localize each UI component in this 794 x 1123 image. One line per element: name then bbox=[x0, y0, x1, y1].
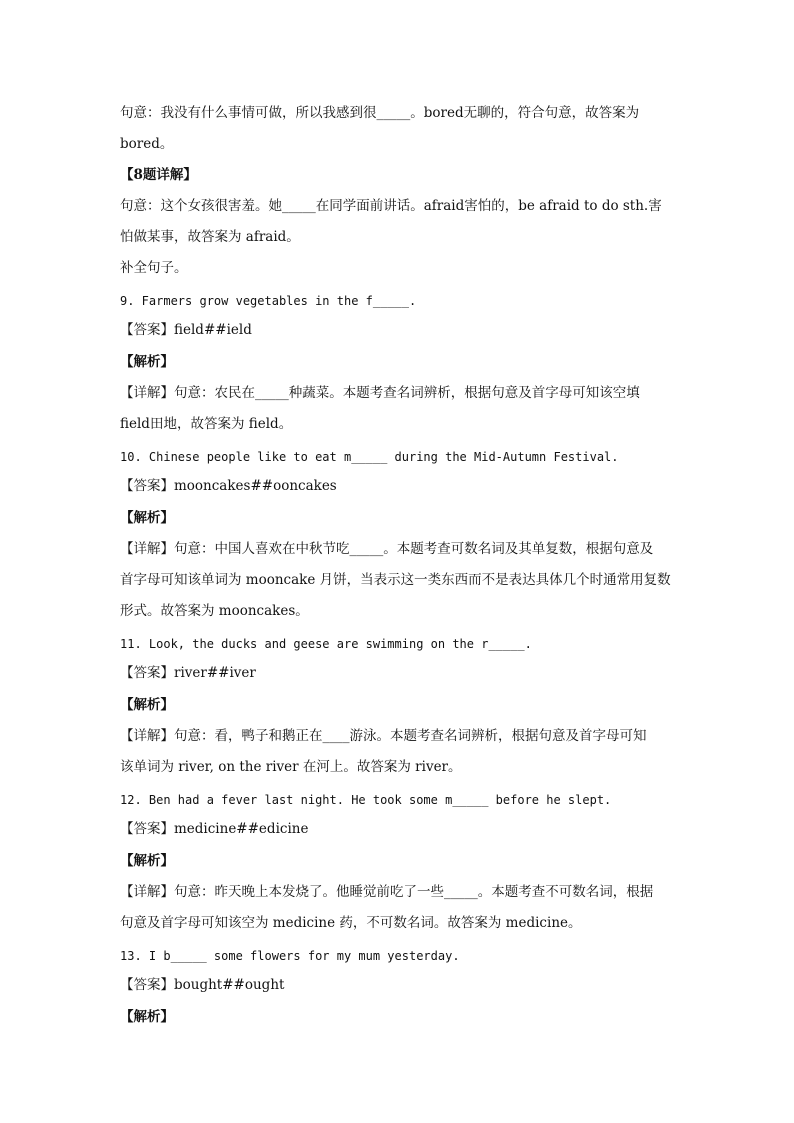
answer-13: 【答案】bought##ought bbox=[120, 977, 285, 993]
question-10: 10. Chinese people like to eat m_____ during the Mid-Autumn Festival. bbox=[120, 450, 619, 464]
question-11: 11. Look, the ducks and geese are swimming on the r_____. bbox=[120, 637, 532, 651]
analysis-heading-13: 【解析】 bbox=[120, 1009, 174, 1025]
text-line: 怕做某事，故答案为 afraid。 bbox=[120, 229, 300, 245]
analysis-heading-11: 【解析】 bbox=[120, 697, 174, 713]
answer-12: 【答案】medicine##edicine bbox=[120, 821, 309, 837]
explanation-10-line-3: 形式。故答案为 mooncakes。 bbox=[120, 603, 309, 619]
explanation-12-line-1: 【详解】句意：昨天晚上本发烧了。他睡觉前吃了一些_____。本题考查不可数名词，根据 bbox=[120, 884, 654, 900]
explanation-12-line-2: 句意及首字母可知该空为 medicine 药，不可数名词。故答案为 medicine。 bbox=[120, 915, 582, 931]
answer-9: 【答案】field##ield bbox=[120, 322, 252, 338]
section-heading: 【8题详解】 bbox=[120, 167, 197, 183]
explanation-11-line-1: 【详解】句意：看，鸭子和鹅正在____游泳。本题考查名词辨析，根据句意及首字母可知 bbox=[120, 728, 647, 744]
text-line: 句意：我没有什么事情可做，所以我感到很_____。bored无聊的，符合句意，故答案为 bbox=[120, 105, 640, 121]
explanation-9-line-2: field田地，故答案为 field。 bbox=[120, 416, 293, 432]
text-line: 补全句子。 bbox=[120, 260, 188, 276]
explanation-11-line-2: 该单词为 river, on the river 在河上。故答案为 river。 bbox=[120, 759, 462, 775]
analysis-heading-9: 【解析】 bbox=[120, 354, 174, 370]
question-13: 13. I b_____ some flowers for my mum yesterday. bbox=[120, 949, 460, 963]
answer-11: 【答案】river##iver bbox=[120, 665, 256, 681]
question-12: 12. Ben had a fever last night. He took some m_____ before he slept. bbox=[120, 793, 612, 807]
analysis-heading-10: 【解析】 bbox=[120, 510, 174, 526]
answer-10: 【答案】mooncakes##ooncakes bbox=[120, 478, 337, 494]
text-line: bored。 bbox=[120, 136, 174, 152]
explanation-9-line-1: 【详解】句意：农民在_____种蔬菜。本题考查名词辨析，根据句意及首字母可知该空填 bbox=[120, 385, 640, 401]
explanation-10-line-1: 【详解】句意：中国人喜欢在中秋节吃_____。本题考查可数名词及其单复数，根据句意及 bbox=[120, 541, 654, 557]
question-9: 9. Farmers grow vegetables in the f_____. bbox=[120, 294, 417, 308]
text-line: 句意：这个女孩很害羞。她_____在同学面前讲话。afraid害怕的，be afraid to do sth.害 bbox=[120, 198, 662, 214]
explanation-10-line-2: 首字母可知该单词为 mooncake 月饼，当表示这一类东西而不是表达具体几个时通常用复数 bbox=[120, 572, 671, 588]
analysis-heading-12: 【解析】 bbox=[120, 853, 174, 869]
